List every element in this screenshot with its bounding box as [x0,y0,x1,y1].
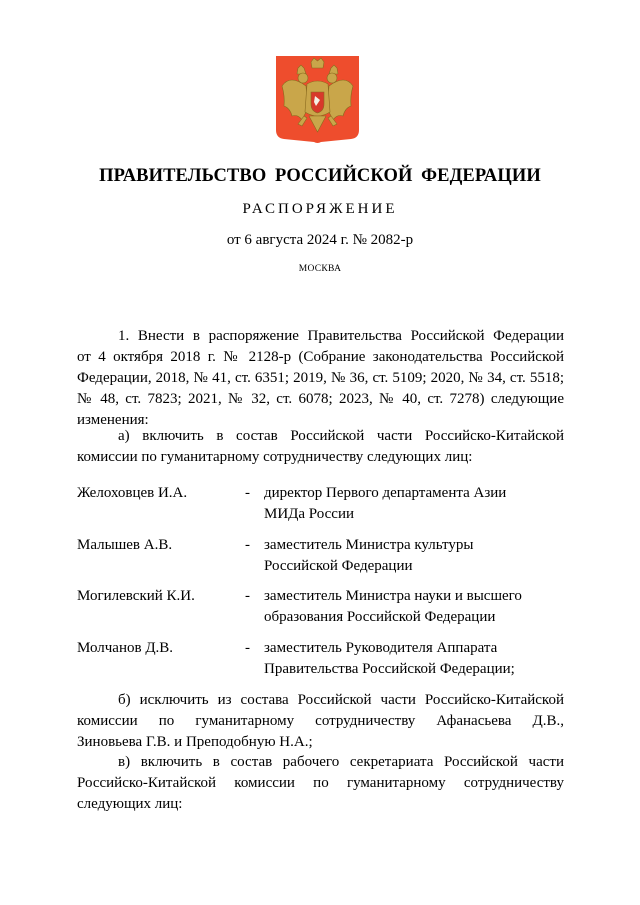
paragraph-line: Зиновьева Г.В. и Преподобную Н.А.; [77,734,313,750]
position-line: заместитель Министра науки и высшего [264,588,522,604]
paragraph-line: а) включить в состав Российской части Российско-Китайской [118,428,564,444]
position-line: директор Первого департамента Азии [264,485,507,501]
document-date-number: от 6 августа 2024 г. № 2082-р [226,232,414,248]
dash-separator: - [245,485,250,501]
position-line: заместитель Министра культуры [264,537,474,553]
paragraph-line: Российско-Китайской комиссии по гуманитарному сотрудничеству [77,775,564,791]
document-type: РАСПОРЯЖЕНИЕ [242,201,398,217]
dash-separator: - [245,640,250,656]
person-position [264,586,564,628]
paragraph-line: в) включить в состав рабочего секретариата Российской части [118,754,564,770]
paragraph-2 [77,426,564,468]
paragraph-line: № 48, ст. 7823; 2021, № 32, ст. 6078; 2023, № 40, ст. 7278) следующие [77,391,564,407]
paragraph-line: комиссии по гуманитарному сотрудничеству следующих лиц: [77,449,473,465]
document-city: МОСКВА [298,264,342,274]
paragraph-line: 1. Внести в распоряжение Правительства Российской Федерации [118,328,564,344]
dash-separator: - [245,537,250,553]
paragraph-1 [77,326,564,431]
paragraph-line: изменения: [77,412,149,428]
position-line: заместитель Руководителя Аппарата [264,640,498,656]
list-item [77,638,564,680]
paragraph-line: б) исключить из состава Российской части Российско-Китайской [118,692,564,708]
person-name: Желоховцев И.А. [77,485,188,501]
paragraph-3 [77,690,564,753]
position-line: Российской Федерации [264,558,413,574]
paragraph-line: следующих лиц: [77,796,183,812]
list-item [77,483,564,525]
person-position [264,638,564,680]
position-line: Правительства Российской Федерации; [264,661,515,677]
paragraph-line: комиссии по гуманитарному сотрудничеству Афанасьева Д.В., [77,713,564,729]
double-headed-eagle-icon [276,56,359,144]
list-item [77,535,564,577]
person-name: Малышев А.В. [77,537,173,553]
government-title: ПРАВИТЕЛЬСТВО РОССИЙСКОЙ ФЕДЕРАЦИИ [99,166,541,186]
person-name: Молчанов Д.В. [77,640,174,656]
person-position [264,535,564,577]
person-position [264,483,564,525]
paragraph-4 [77,752,564,815]
paragraph-line: от 4 октября 2018 г. № 2128-р (Собрание законодательства Российской [77,349,564,365]
position-line: образования Российской Федерации [264,609,496,625]
paragraph-line: Федерации, 2018, № 41, ст. 6351; 2019, № 36, ст. 5109; 2020, № 34, ст. 5518; [77,370,564,386]
list-item [77,586,564,628]
person-name: Могилевский К.И. [77,588,195,604]
position-line: МИДа России [264,506,355,522]
coat-of-arms-emblem [276,56,359,144]
dash-separator: - [245,588,250,604]
